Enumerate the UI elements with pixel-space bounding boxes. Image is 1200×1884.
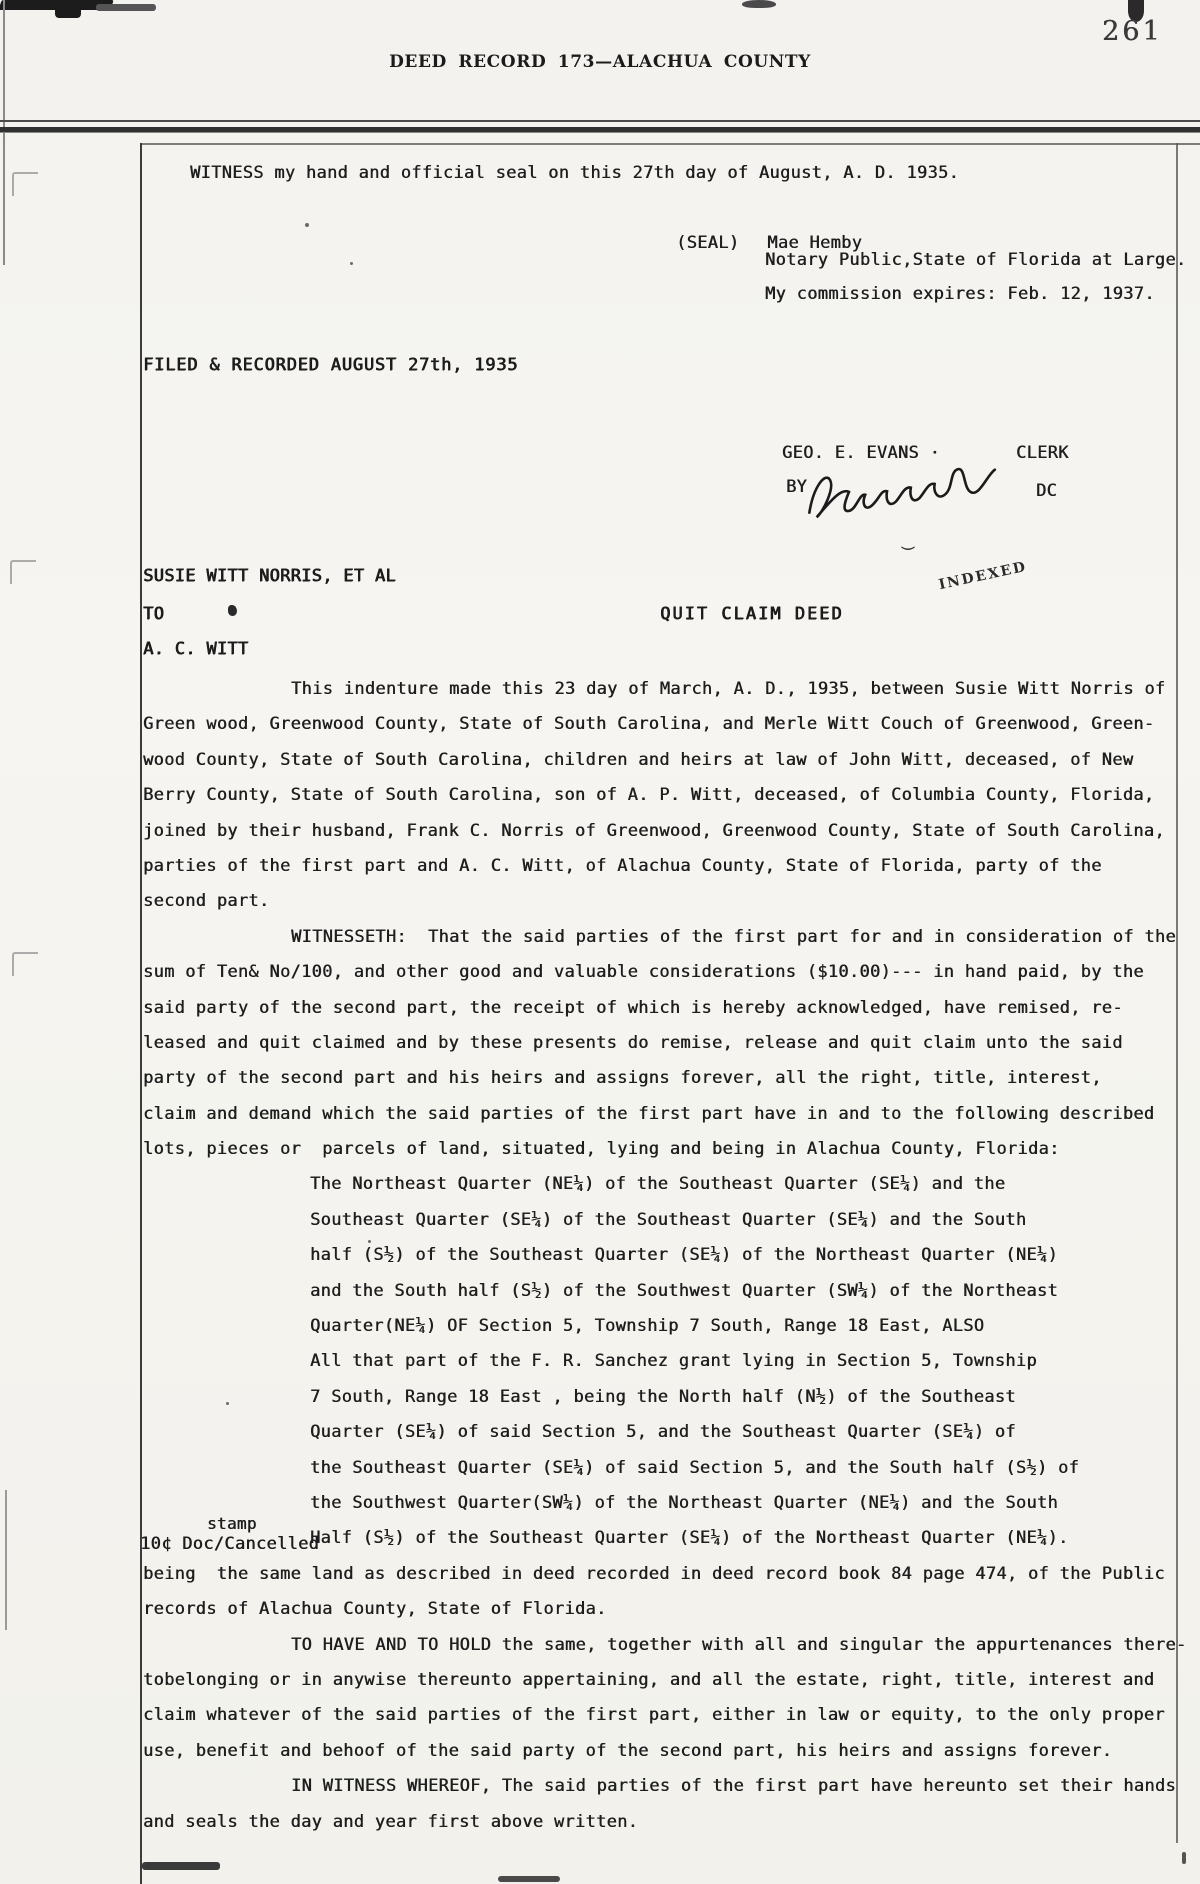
deed-body-line: tobelonging or in anywise thereunto appertaining, and all the estate, right, title, interest and xyxy=(143,1669,1155,1690)
deputy-clerk-signature xyxy=(798,455,1011,526)
scan-smudge xyxy=(1182,1852,1186,1864)
margin-bracket-mark xyxy=(12,172,38,196)
deed-body-line: and seals the day and year first above written. xyxy=(143,1811,639,1832)
page-number: 261 xyxy=(1102,16,1163,47)
clerk-title: CLERK xyxy=(1016,443,1069,463)
margin-bracket-mark xyxy=(12,952,38,976)
deed-body-line: lots, pieces or parcels of land, situated, lying and being in Alachua County, Florida: xyxy=(143,1139,1060,1160)
instrument-title: QUIT CLAIM DEED xyxy=(660,604,844,624)
scan-smudge xyxy=(55,2,81,18)
page-edge-line xyxy=(3,0,5,265)
deed-body-line: sum of Ten& No/100, and other good and valuable considerations ($10.00)--- in hand paid, by the xyxy=(143,962,1144,983)
notary-name: Mae Hemby xyxy=(767,233,863,253)
deed-body-line: and the South half (S½) of the Southwest Quarter (SW¼) of the Northeast xyxy=(310,1280,1058,1301)
deed-body-line: half (S½) of the Southeast Quarter (SE¼) of the Northeast Quarter (NE¼) xyxy=(310,1245,1058,1266)
commission-line: My commission expires: Feb. 12, 1937. xyxy=(765,284,1155,304)
to-label: TO xyxy=(143,604,165,624)
clerk-name: GEO. E. EVANS · xyxy=(782,443,941,463)
deed-body-line: claim and demand which the said parties of the first part have in and to the following described xyxy=(143,1103,1155,1124)
header-rule-thin xyxy=(0,120,1200,122)
seal-label: (SEAL) xyxy=(676,233,740,253)
scan-smudge xyxy=(742,0,776,8)
deed-body-line: Quarter (SE¼) of said Section 5, and the Southeast Quarter (SE¼) of xyxy=(310,1422,1016,1443)
deed-body-line: 7 South, Range 18 East , being the North half (N½) of the Southeast xyxy=(310,1386,1016,1407)
deed-body-line: being the same land as described in deed recorded in deed record book 84 page 474, of the Public xyxy=(143,1563,1165,1584)
indexed-stamp: INDEXED xyxy=(937,558,1029,594)
deed-body-line: wood County, State of South Carolina, children and heirs at law of John Witt, deceased, of New xyxy=(143,749,1134,770)
deed-body-line: Berry County, State of South Carolina, son of A. P. Witt, deceased, of Columbia County, Florida, xyxy=(143,785,1155,806)
deed-body-line: party of the second part and his heirs and assigns forever, all the right, title, interest, xyxy=(143,1068,1102,1089)
deed-body-line: The Northeast Quarter (NE¼) of the Southeast Quarter (SE¼) and the xyxy=(310,1174,1006,1195)
deed-body-line: IN WITNESS WHEREOF, The said parties of the first part have hereunto set their hands xyxy=(291,1776,1176,1797)
deed-body-line: TO HAVE AND TO HOLD the same, together with all and singular the appurtenances there- xyxy=(291,1634,1187,1655)
scan-speck xyxy=(350,262,353,265)
deed-body-line: Quarter(NE¼) OF Section 5, Township 7 South, Range 18 East, ALSO xyxy=(310,1316,985,1337)
deed-body-line: use, benefit and behoof of the said party of the second part, his heirs and assigns forever. xyxy=(143,1740,1113,1761)
margin-bracket-mark xyxy=(10,560,36,584)
deed-body-line: the Southwest Quarter(SW¼) of the Northeast Quarter (NE¼) and the South xyxy=(310,1492,1058,1513)
deputy-clerk-label: DC xyxy=(1036,481,1058,501)
scan-speck xyxy=(305,223,309,227)
grantee-name: A. C. WITT xyxy=(143,639,249,659)
deed-body-line: the Southeast Quarter (SE¼) of said Section 5, and the South half (S½) of xyxy=(310,1457,1080,1478)
deed-body-line: joined by their husband, Frank C. Norris of Greenwood, Greenwood County, State of South Carolina, xyxy=(143,820,1165,841)
header-rule-thick xyxy=(0,127,1200,132)
scan-smudge xyxy=(142,1862,220,1870)
deed-body-line: Green wood, Greenwood County, State of South Carolina, and Merle Witt Couch of Greenwood, Green- xyxy=(143,714,1155,735)
deed-body-line: said party of the second part, the receipt of which is hereby acknowledged, have remised, re- xyxy=(143,997,1123,1018)
deed-body-lines xyxy=(143,672,1187,1840)
pen-mark: ‿ xyxy=(902,526,915,550)
deed-body-line: WITNESSETH: That the said parties of the first part for and in consideration of the xyxy=(291,926,1176,947)
witness-line: WITNESS my hand and official seal on this 27th day of August, A. D. 1935. xyxy=(190,163,960,183)
deed-body-line: second part. xyxy=(143,891,270,912)
record-box-left-rule xyxy=(140,143,142,1884)
deed-body-line: parties of the first part and A. C. Witt, of Alachua County, State of Florida, party of the xyxy=(143,855,1102,876)
deed-body-line: claim whatever of the said parties of the first part, either in law or equity, to the only proper xyxy=(143,1705,1165,1726)
deed-body-line: Southeast Quarter (SE¼) of the Southeast Quarter (SE¼) and the South xyxy=(310,1209,1027,1230)
page-edge-line xyxy=(5,1490,7,1630)
seal-line xyxy=(655,213,862,253)
grantor-name: SUSIE WITT NORRIS, ET AL xyxy=(143,566,396,586)
deed-body-line: Half (S½) of the Southeast Quarter (SE¼) of the Northeast Quarter (NE¼). xyxy=(310,1528,1069,1549)
scan-speck xyxy=(228,605,237,616)
by-label: BY xyxy=(786,477,808,497)
deed-body-line: leased and quit claimed and by these presents do remise, release and quit claim unto the said xyxy=(143,1032,1123,1053)
doc-stamp-note-line2: 10¢ Doc/Cancelled xyxy=(140,1534,320,1554)
deed-body-line: All that part of the F. R. Sanchez grant lying in Section 5, Township xyxy=(310,1351,1037,1372)
notary-title-line: Notary Public,State of Florida at Large. xyxy=(765,250,1187,270)
scan-smudge xyxy=(498,1876,560,1882)
deed-body-line: records of Alachua County, State of Florida. xyxy=(143,1599,607,1620)
page-title: DEED RECORD 173—ALACHUA COUNTY xyxy=(389,52,811,72)
record-box-top-rule xyxy=(140,143,1200,145)
filed-recorded-line: FILED & RECORDED AUGUST 27th, 1935 xyxy=(143,355,519,375)
deed-body-line: This indenture made this 23 day of March, A. D., 1935, between Susie Witt Norris of xyxy=(291,679,1166,699)
scan-smudge xyxy=(96,4,156,11)
doc-stamp-note-line1: stamp xyxy=(207,1514,257,1533)
